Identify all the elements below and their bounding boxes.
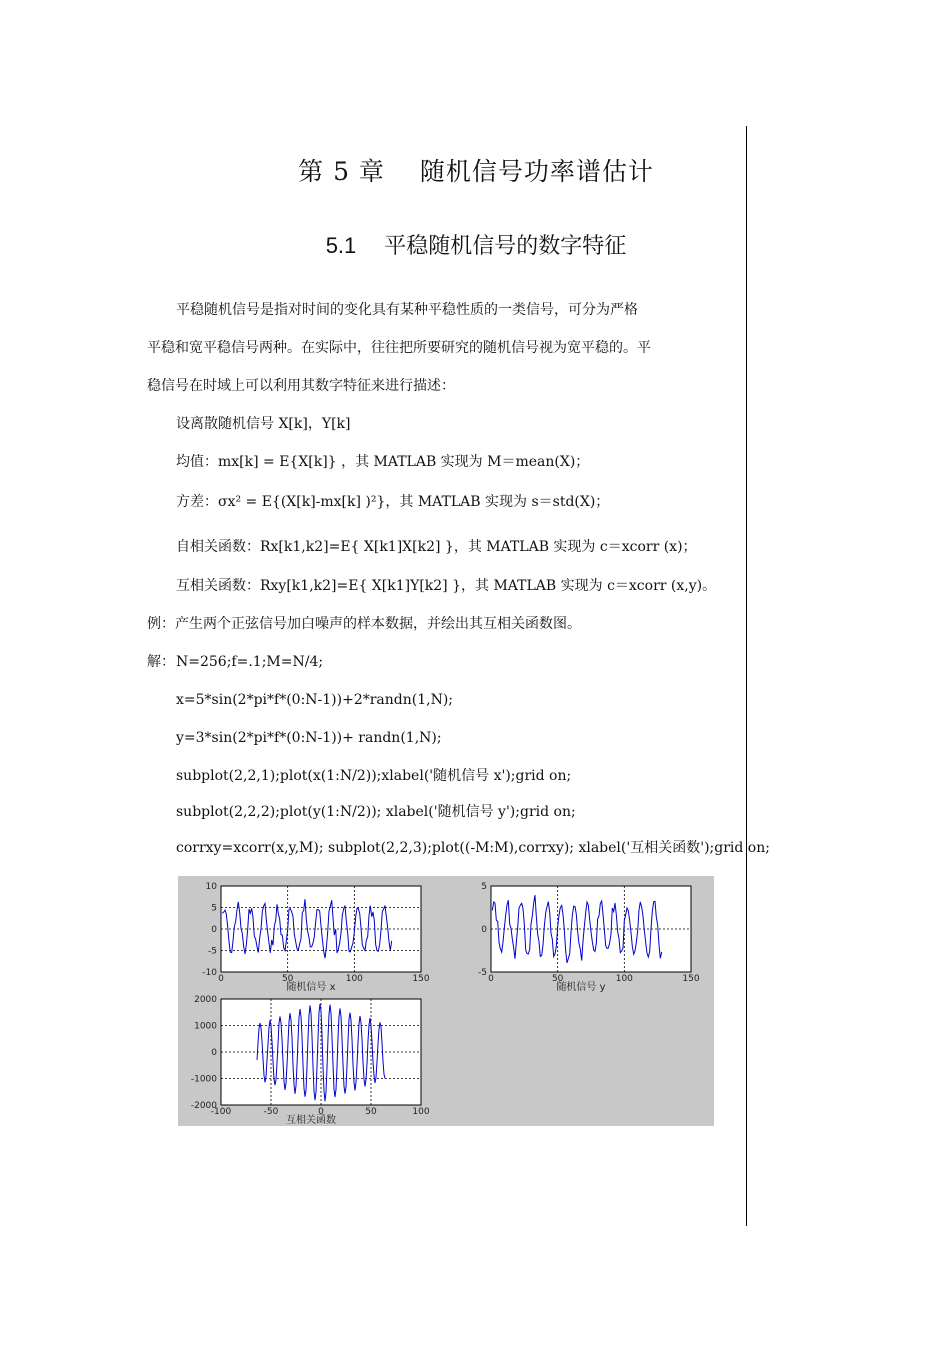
x-tick-label: 100 [615,974,633,984]
x-axis-label: 随机信号 y [556,982,606,993]
x-tick-label: 50 [551,974,564,984]
code-line: subplot(2,2,2);plot(y(1:N/2)); xlabel('随机信号 y');grid on; [176,804,576,820]
def-mean: 均值：mx[k] = E{X[k]} ，其 MATLAB 实现为 M＝mean(X)； [176,454,590,470]
section-title [0,229,952,260]
def-assume: 设离散随机信号 X[k]，Y[k] [176,416,351,432]
x-tick-label: 100 [345,974,363,984]
y-tick-label: -1000 [190,1074,217,1085]
example-text: 例：产生两个正弦信号加白噪声的样本数据，并绘出其互相关函数图。 [147,616,581,632]
y-tick-label: 1000 [194,1021,217,1032]
solution-label: 解： [147,654,175,670]
def-crosscorr: 互相关函数：Rxy[k1,k2]=E{ X[k1]Y[k2] }，其 MATLAB 实现为 c＝xcorr (x,y)。 [176,578,717,594]
y-tick-label: -10 [202,968,217,978]
code-line: N=256;f=.1;M=N/4; [176,654,324,670]
x-axis-label: 随机信号 x [286,982,336,993]
x-tick-label: 150 [412,974,430,984]
section-number: 5.1 [325,233,357,258]
y-tick-label: 0 [211,1048,217,1058]
code-line: y=3*sin(2*pi*f*(0:N-1))+ randn(1,N); [176,730,442,746]
code-line: subplot(2,2,1);plot(x(1:N/2));xlabel('随机信号 x');grid on; [176,768,572,784]
x-tick-label: 0 [318,1107,324,1117]
y-tick-label: -5 [208,946,217,957]
y-tick-label: 5 [481,882,487,892]
x-tick-label: 100 [412,1107,430,1117]
x-tick-label: 0 [218,974,224,984]
y-tick-label: -2000 [190,1101,217,1111]
paragraph-line: 平稳随机信号是指对时间的变化具有某种平稳性质的一类信号，可分为严格 [176,302,638,318]
code-line: corrxy=xcorr(x,y,M); subplot(2,2,3);plot((-M:M),corrxy); xlabel('互相关函数');grid on; [176,840,770,856]
code-line: x=5*sin(2*pi*f*(0:N-1))+2*randn(1,N); [176,692,454,708]
def-variance: 方差：σx² = E{(X[k]-mx[k] )²}，其 MATLAB 实现为 s＝std(X)； [176,494,610,510]
y-tick-label: 0 [481,925,487,935]
y-tick-label: 5 [211,903,217,914]
paragraph-line: 稳信号在时域上可以利用其数字特征来进行描述： [147,378,455,394]
x-tick-label: 50 [365,1107,377,1117]
def-autocorr: 自相关函数：Rx[k1,k2]=E{ X[k1]X[k2] }，其 MATLAB 实现为 c＝xcorr (x)； [176,539,697,555]
y-tick-label: 0 [211,925,217,935]
x-tick-label: 50 [281,974,294,984]
x-tick-label: 150 [682,974,700,984]
x-tick-label: -50 [263,1107,279,1117]
x-axis-label: 互相关函数 [286,1115,336,1126]
y-tick-label: -5 [478,968,487,978]
margin-rule [746,126,747,1226]
y-tick-label: 10 [205,882,217,892]
section-heading: 平稳随机信号的数字特征 [384,234,627,259]
y-tick-label: 2000 [194,995,217,1005]
chapter-title: 第 5 章 随机信号功率谱估计 [298,157,654,186]
figure-canvas [178,876,714,1126]
paragraph-line: 平稳和宽平稳信号两种。在实际中，往往把所要研究的随机信号视为宽平稳的。平 [147,340,651,356]
matlab-figure [178,876,714,1126]
x-tick-label: 0 [488,974,494,984]
x-tick-label: -100 [210,1107,232,1117]
